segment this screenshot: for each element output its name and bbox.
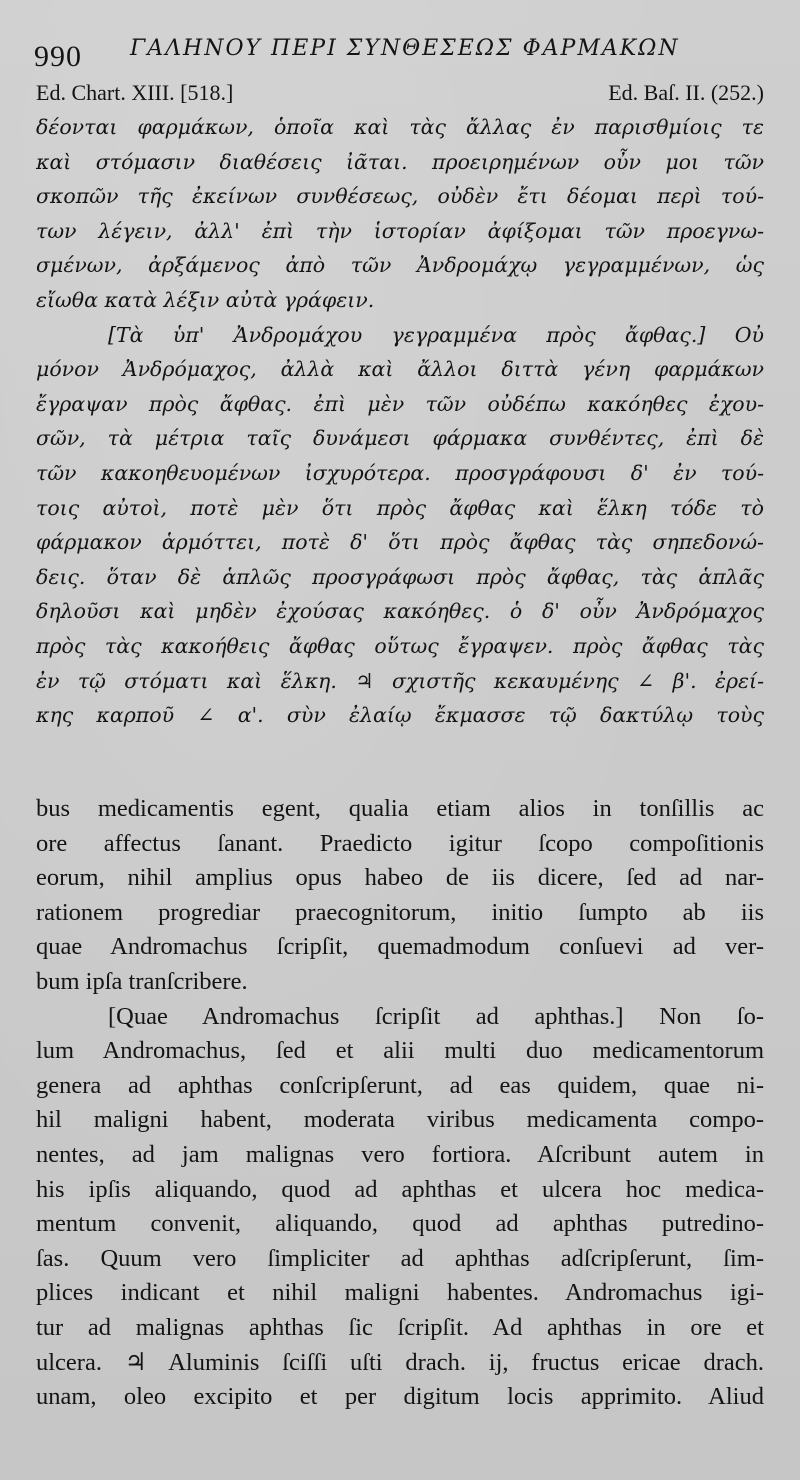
latin-line: genera ad aphthas conſcripſerunt, ad eas quidem, quae ni- [36,1071,764,1099]
latin-line: hil maligni habent, moderata viribus medicamenta compo- [36,1106,764,1134]
latin-line: lum Andromachus, ſed et alii multi duo medicamentorum [36,1037,764,1065]
greek-line: σμένων, ἀρξάμενος ἀπὸ τῶν Ἀνδρομάχῳ γεγραμμένων, ὡς [36,253,764,278]
greek-line: κης καρποῦ ∠ α'. σὺν ἐλαίῳ ἔκμασσε τῷ δακτύλῳ τοὺς [36,703,764,728]
latin-line: ulcera. ♃ Aluminis ſciſſi uſti drach. ij, fructus ericae drach. [36,1348,764,1376]
latin-text-block [36,792,764,1415]
greek-line: καὶ στόμασιν διαθέσεις ἰᾶται. προειρημένων οὖν μοι τῶν [36,149,764,174]
greek-line: των λέγειν, ἀλλ' ἐπὶ τὴν ἱστορίαν ἀφίξομαι τῶν προεγνω- [36,218,764,243]
greek-line: μόνον Ἀνδρόμαχος, ἀλλὰ καὶ ἄλλοι διττὰ γένη φαρμάκων [36,357,764,382]
latin-line: bum ipſa tranſcribere. [36,967,248,995]
greek-line: σκοπῶν τῆς ἐκείνων συνθέσεως, οὐδὲν ἔτι δέομαι περὶ τού- [36,184,764,209]
greek-line: ἐν τῷ στόματι καὶ ἕλκη. ♃ σχιστῆς κεκαυμένης ∠ β'. ἐρεί- [36,668,764,693]
latin-line: ore affectus ſanant. Praedicto igitur ſcopo compoſitionis [36,829,764,857]
edition-basel-reference: Ed. Baſ. II. (252.) [608,80,764,105]
greek-line: φάρμακον ἁρμόττει, ποτὲ δ' ὅτι πρὸς ἄφθας τὰς σηπεδονώ- [36,530,764,555]
greek-line: ἔγραψαν πρὸς ἄφθας. ἐπὶ μὲν τῶν οὐδέπω κακόηθες ἐχου- [36,391,764,416]
latin-line: mentum convenit, aliquando, quod ad aphthas putredino- [36,1210,764,1238]
latin-line: bus medicamentis egent, qualia etiam alios in tonſillis ac [36,795,764,822]
running-title: ΓΑΛΗΝΟΥ ΠΕΡΙ ΣΥΝΘΕΣΕΩΣ ΦΑΡΜΑΚΩΝ [130,36,680,61]
greek-line: σῶν, τὰ μέτρια ταῖς δυνάμεσι φάρμακα συνθέντες, ἐπὶ δὲ [36,426,764,451]
page-header [30,30,770,80]
edition-chartier-reference: Ed. Chart. XIII. [518.] [36,80,234,105]
greek-line: δέονται φαρμάκων, ὁποῖα καὶ τὰς ἄλλας ἐν παρισθμίοις τε [36,115,764,139]
latin-line: eorum, nihil amplius opus habeo de iis dicere, ſed ad nar- [36,864,764,892]
latin-line: ſas. Quum vero ſimpliciter ad aphthas adſcripſerunt, ſim- [36,1244,764,1272]
greek-section-heading-line: [Τὰ ὑπ' Ἀνδρομάχου γεγραμμένα πρὸς ἄφθας.] Οὐ [108,322,764,347]
greek-line: πρὸς τὰς κακοήθεις ἄφθας οὕτως ἔγραψεν. πρὸς ἄφθας τὰς [36,633,764,658]
latin-line: plices indicant et nihil maligni habentes. Andromachus igi- [36,1279,764,1307]
greek-line: εἴωθα κατὰ λέξιν αὐτὰ γράφειν. [36,287,375,312]
latin-line: unam, oleo excipito et per digitum locis apprimito. Aliud [36,1383,764,1411]
greek-text-block [36,110,764,733]
latin-section-heading-line: [Quae Andromachus ſcripſit ad aphthas.] Non ſo- [108,1002,764,1030]
latin-line: quae Andromachus ſcripſit, quemadmodum conſuevi ad ver- [36,933,764,961]
latin-line: rationem progrediar praecognitorum, initio ſumpto ab iis [36,898,764,926]
latin-line: tur ad malignas aphthas ſic ſcripſit. Ad aphthas in ore et [36,1313,764,1341]
greek-line: τῶν κακοηθευομένων ἰσχυρότερα. προσγράφουσι δ' ἐν τού- [36,460,764,485]
greek-line: δεις. ὅταν δὲ ἁπλῶς προσγράφωσι πρὸς ἄφθας, τὰς ἁπλᾶς [36,564,764,589]
greek-line: τοις αὐτοὶ, ποτὲ μὲν ὅτι πρὸς ἄφθας καὶ ἕλκη τόδε τὸ [36,495,764,520]
latin-line: his ipſis aliquando, quod ad aphthas et ulcera hoc medica- [36,1175,764,1203]
edition-references [36,80,764,110]
latin-line: nentes, ad jam malignas vero fortiora. Aſcribunt autem in [36,1140,764,1168]
page-number: 990 [34,40,82,73]
greek-line: δηλοῦσι καὶ μηδὲν ἐχούσας κακόηθες. ὁ δ' οὖν Ἀνδρόμαχος [36,599,764,624]
